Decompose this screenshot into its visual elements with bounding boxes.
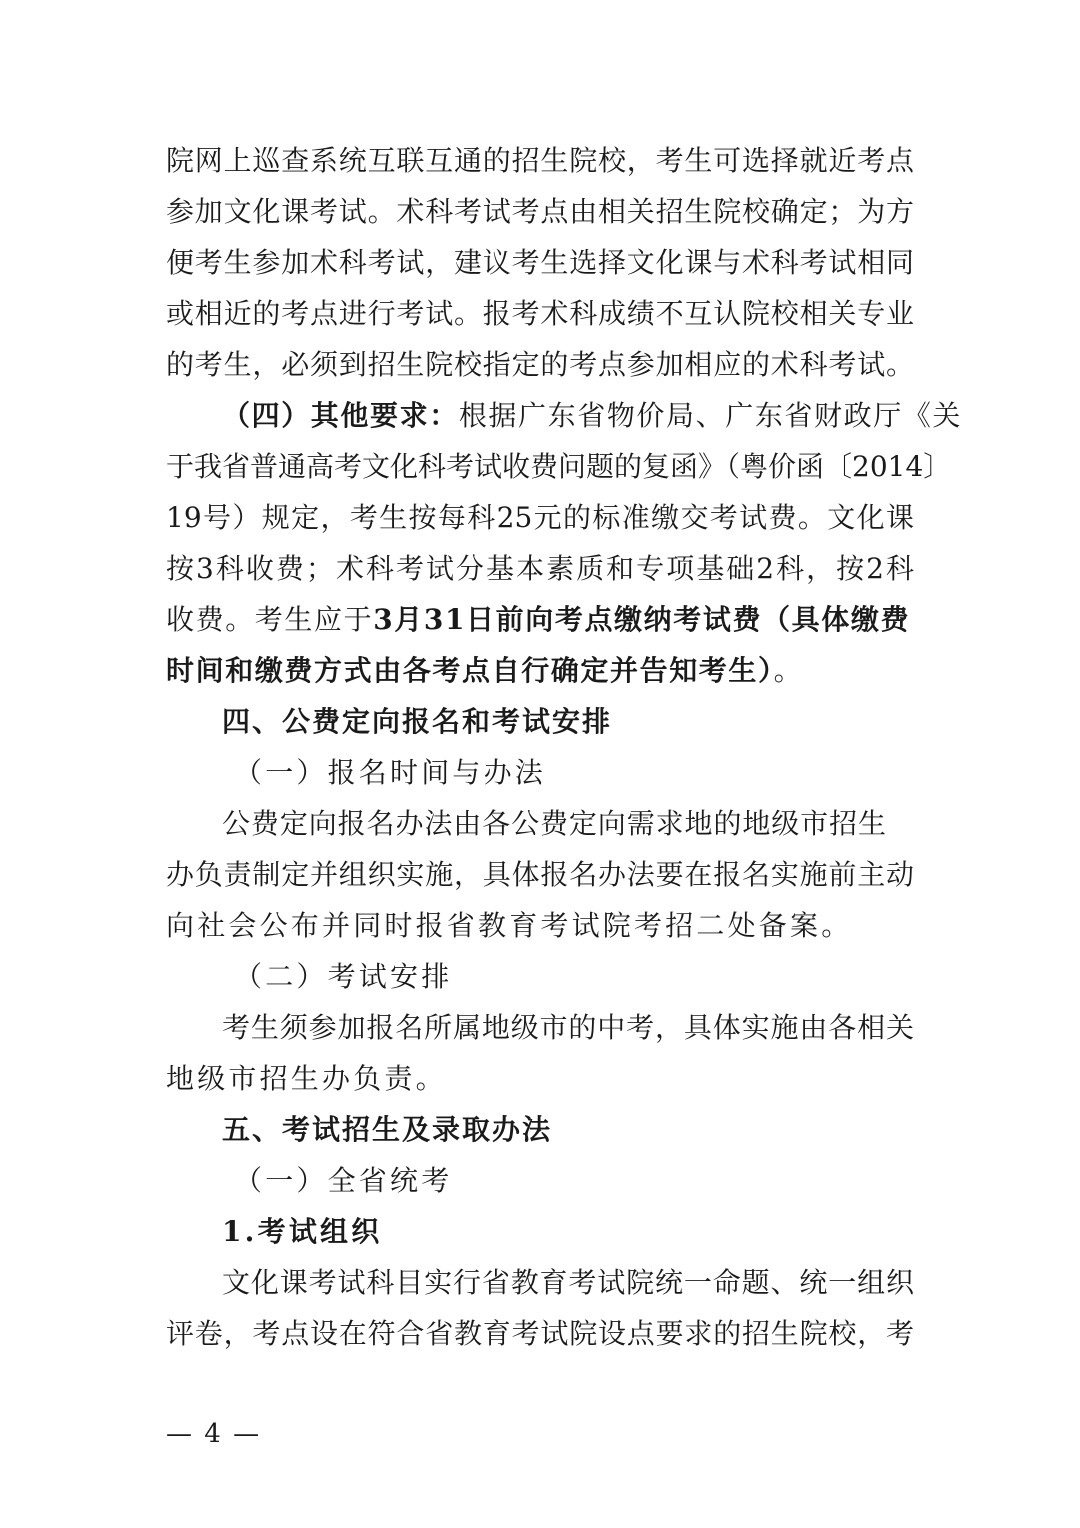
item-heading-exam-organization: 1.考试组织 <box>222 1215 383 1248</box>
body-line: 地级市招生办负责。 <box>166 1062 447 1095</box>
body-text: 收费。考生应于 <box>166 603 374 636</box>
body-line: 于我省普通高考文化科考试收费问题的复函》（粤价函〔2014〕 <box>166 450 952 483</box>
requirements-paragraph-line <box>222 396 963 436</box>
body-line: 19号）规定，考生按每科25元的标准缴交考试费。文化课 <box>166 501 914 534</box>
body-text: 。 <box>773 654 804 687</box>
body-line: 公费定向报名办法由各公费定向需求地的地级市招生 <box>222 807 886 840</box>
deadline-bold-text: 时间和缴费方式由各考点自行确定并告知考生） <box>166 654 774 687</box>
body-line: 评卷，考点设在符合省教育考试院设点要求的招生院校，考 <box>166 1317 914 1350</box>
section-heading-5: 五、考试招生及录取办法 <box>222 1113 553 1146</box>
subheading-exam-arrangement: （二）考试安排 <box>234 960 453 993</box>
body-text: 根据广东省物价局、广东省财政厅《关 <box>458 399 963 432</box>
body-line <box>166 600 914 640</box>
body-line: 或相近的考点进行考试。报考术科成绩不互认院校相关专业 <box>166 297 914 330</box>
body-line <box>166 651 914 691</box>
body-line: 按3科收费；术科考试分基本素质和专项基础2科，按2科 <box>166 552 914 585</box>
section-heading-4: 四、公费定向报名和考试安排 <box>222 705 613 738</box>
subheading-other-requirements: （四）其他要求： <box>222 399 459 432</box>
body-line: 便考生参加术科考试，建议考生选择文化课与术科考试相同 <box>166 246 914 279</box>
body-line: 的考生，必须到招生院校指定的考点参加相应的术科考试。 <box>166 348 914 381</box>
body-line: 向社会公布并同时报省教育考试院考招二处备案。 <box>166 909 853 942</box>
deadline-bold-text: 3月31日前向考点缴纳考试费（具体缴费 <box>373 603 911 636</box>
subheading-provincial-exam: （一）全省统考 <box>234 1164 453 1197</box>
body-line: 院网上巡查系统互联互通的招生院校，考生可选择就近考点 <box>166 144 914 177</box>
subheading-registration: （一）报名时间与办法 <box>234 756 547 789</box>
page-number: — 4 — <box>166 1419 262 1449</box>
body-line: 参加文化课考试。术科考试考点由相关招生院校确定；为方 <box>166 195 914 228</box>
body-line: 考生须参加报名所属地级市的中考，具体实施由各相关 <box>222 1011 914 1044</box>
body-line: 办负责制定并组织实施，具体报名办法要在报名实施前主动 <box>166 858 914 891</box>
body-line: 文化课考试科目实行省教育考试院统一命题、统一组织 <box>222 1266 914 1299</box>
